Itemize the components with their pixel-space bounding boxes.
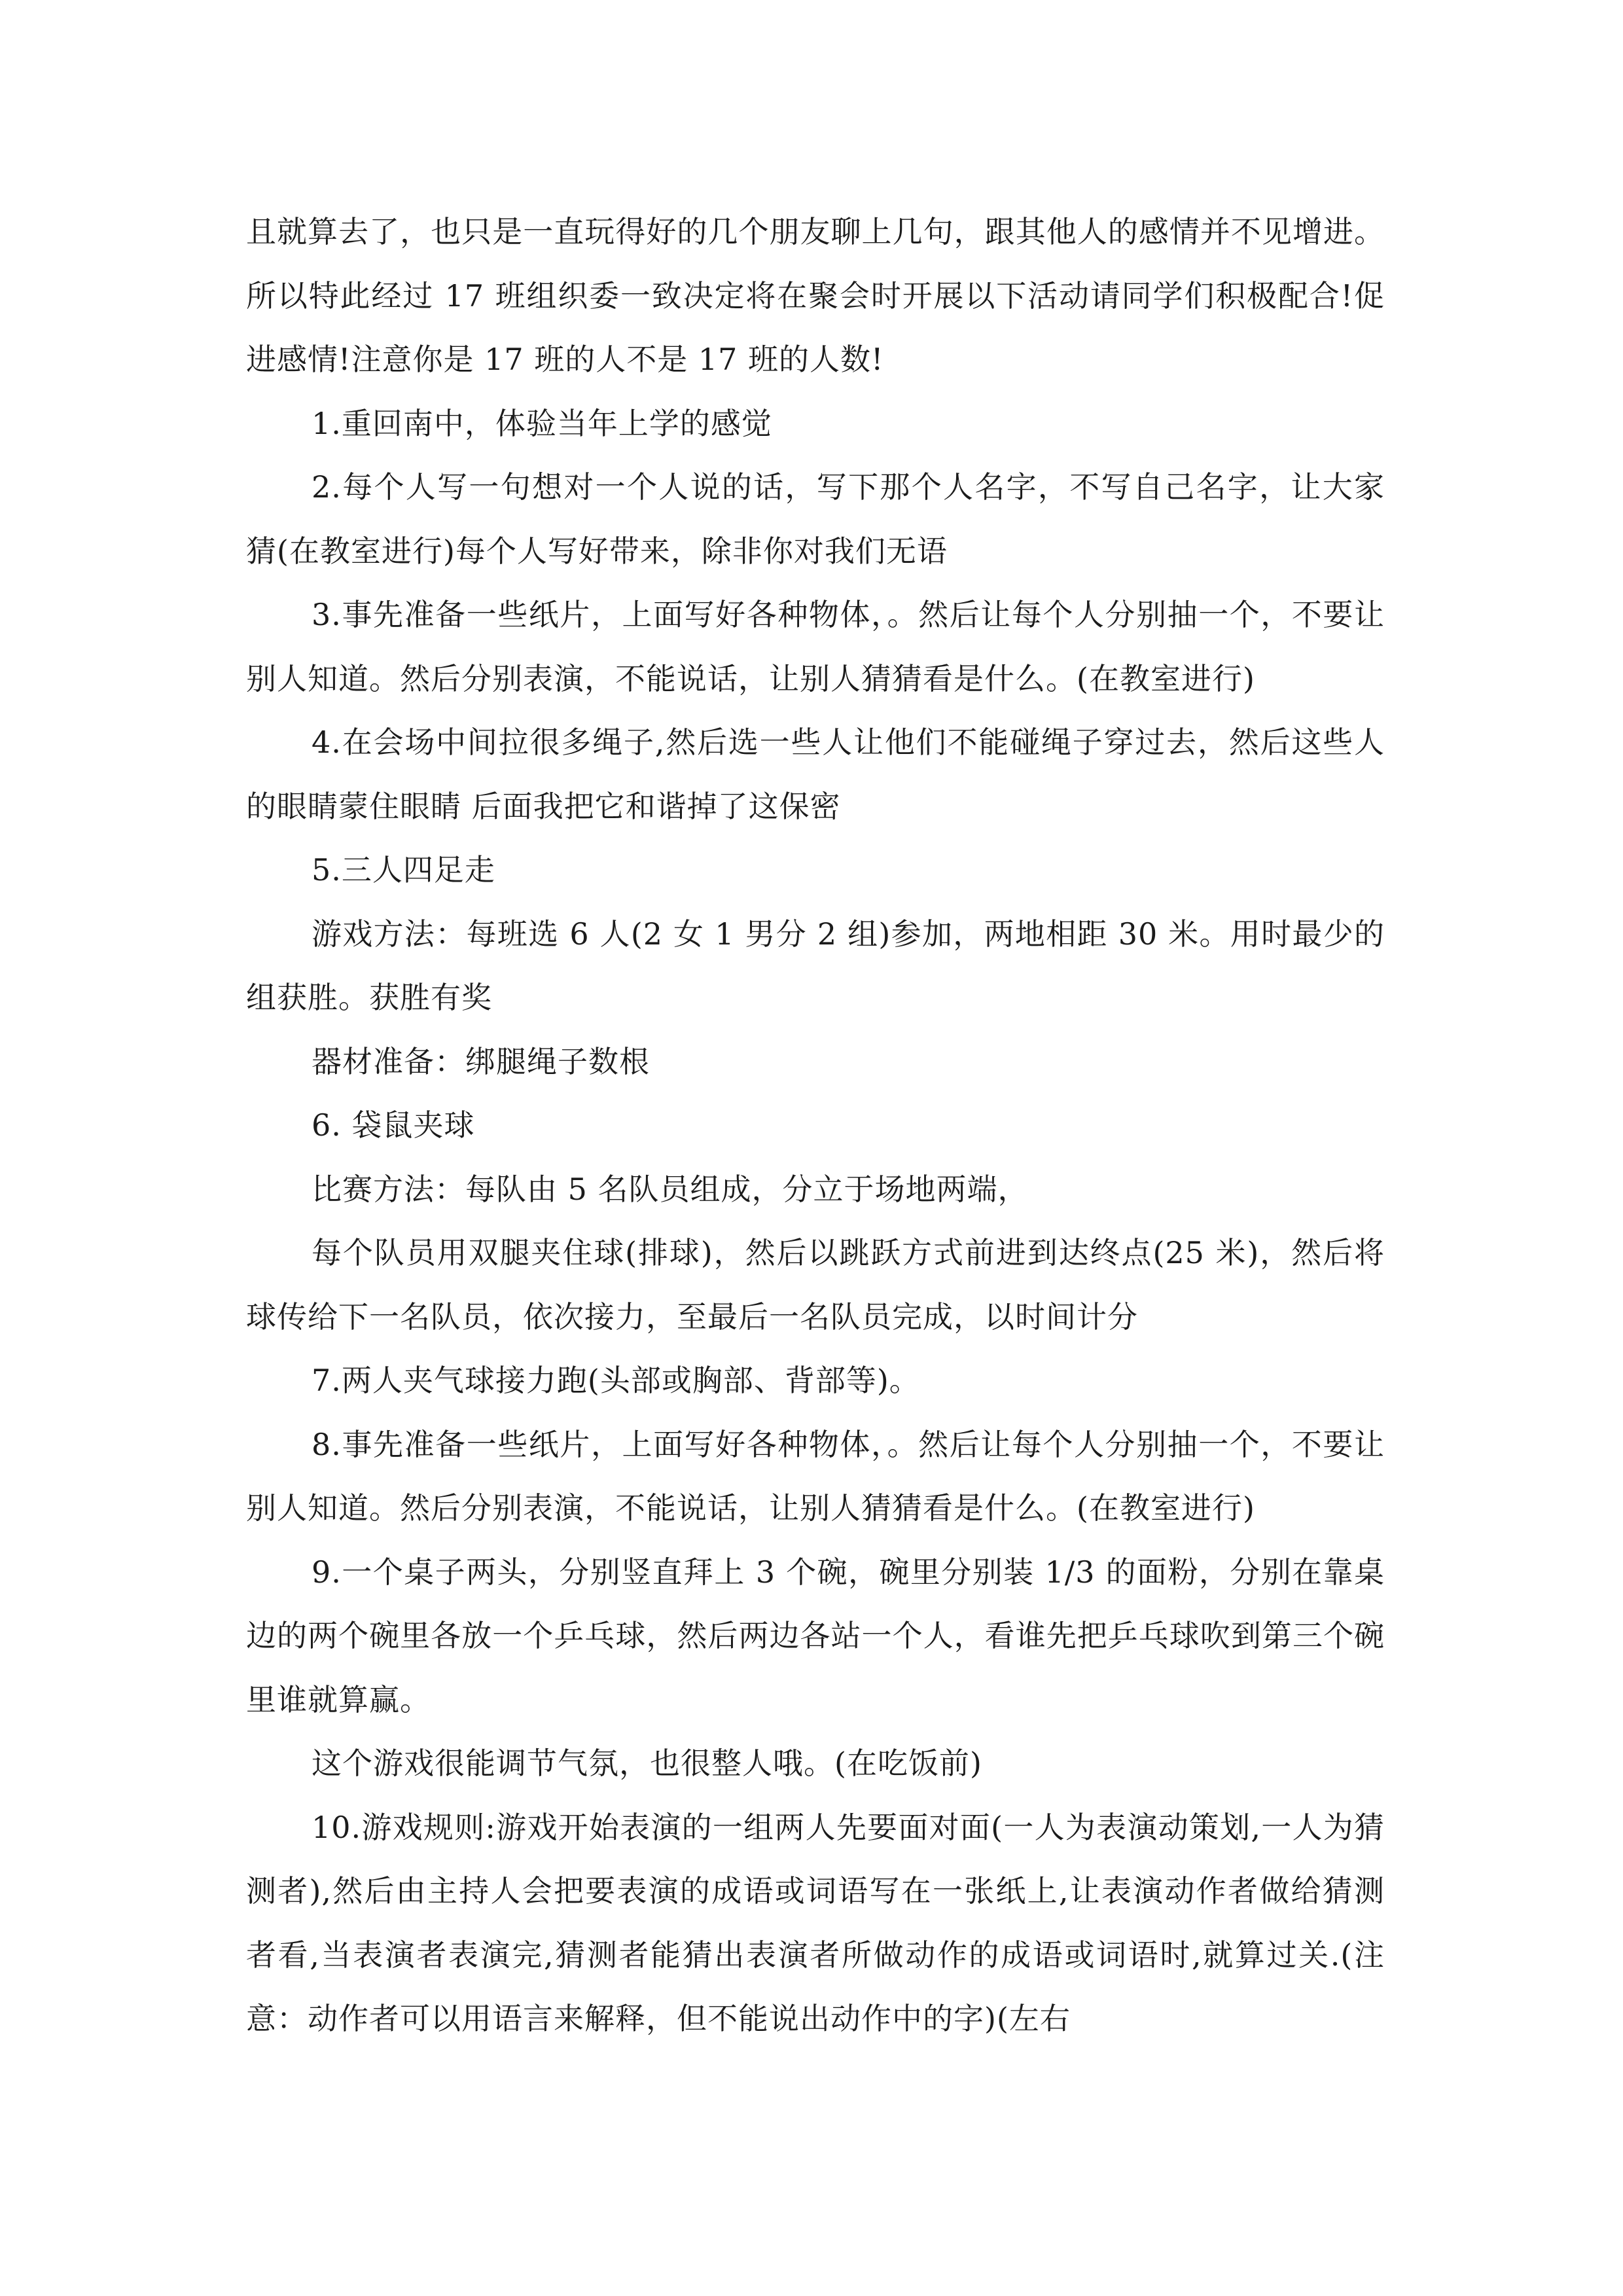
paragraph-item-6-method: 比赛方法：每队由 5 名队员组成，分立于场地两端，	[312, 1171, 1029, 1207]
paragraph-item-6: 6. 袋鼠夹球	[312, 1107, 475, 1143]
paragraph-item-5-method: 游戏方法：每班选 6 人(2 女 1 男分 2 组)参加，两地相距 30 米。用时最少的组获胜。获胜有奖	[246, 916, 1385, 1015]
paragraph-item-9: 9.一个桌子两头，分别竖直拜上 3 个碗，碗里分别装 1/3 的面粉，分别在靠桌边的两个碗里各放一个乒乓球，然后两边各站一个人，看谁先把乒乓球吹到第三个碗里谁就算赢。	[246, 1554, 1385, 1717]
paragraph-item-10: 10.游戏规则:游戏开始表演的一组两人先要面对面(一人为表演动策划,一人为猜测者),然后由主持人会把要表演的成语或词语写在一张纸上,让表演动作者做给猜测者看,当表演者表演完,猜测者能猜出表演者所做动作的成语或词语时,就算过关.(注意：动作者可以用语言来解释，但不能说出动作中的字)(左右	[246, 1809, 1385, 2036]
paragraph-item-4: 4.在会场中间拉很多绳子,然后选一些人让他们不能碰绳子穿过去，然后这些人的眼睛蒙住眼睛 后面我把它和谐掉了这保密	[246, 725, 1385, 824]
paragraph-item-8: 8.事先准备一些纸片，上面写好各种物体，。然后让每个人分别抽一个，不要让别人知道。然后分别表演，不能说话，让别人猜猜看是什么。(在教室进行)	[246, 1426, 1385, 1526]
paragraph-item-7: 7.两人夹气球接力跑(头部或胸部、背部等)。	[312, 1363, 920, 1398]
document-body	[246, 200, 1385, 2051]
paragraph-item-3: 3.事先准备一些纸片，上面写好各种物体，。然后让每个人分别抽一个，不要让别人知道。然后分别表演，不能说话，让别人猜猜看是什么。(在教室进行)	[246, 597, 1385, 696]
paragraph-item-1: 1.重回南中，体验当年上学的感觉	[312, 405, 772, 441]
paragraph-item-5-equipment: 器材准备：绑腿绳子数根	[312, 1043, 650, 1079]
paragraph-item-2: 2.每个人写一句想对一个人说的话，写下那个人名字，不写自己名字，让大家猜(在教室进行)每个人写好带来，除非你对我们无语	[246, 469, 1385, 569]
paragraph-item-6-detail: 每个队员用双腿夹住球(排球)，然后以跳跃方式前进到达终点(25 米)，然后将球传给下一名队员，依次接力，至最后一名队员完成，以时间计分	[246, 1235, 1385, 1335]
paragraph-intro: 且就算去了，也只是一直玩得好的几个朋友聊上几句，跟其他人的感情并不见增进。所以特此经过 17 班组织委一致决定将在聚会时开展以下活动请同学们积极配合!促进感情!注意你是 17 班的人不是 17 班的人数!	[246, 214, 1385, 377]
paragraph-item-5: 5.三人四足走	[312, 852, 495, 888]
paragraph-item-9-note: 这个游戏很能调节气氛，也很整人哦。(在吃饭前)	[312, 1746, 982, 1781]
